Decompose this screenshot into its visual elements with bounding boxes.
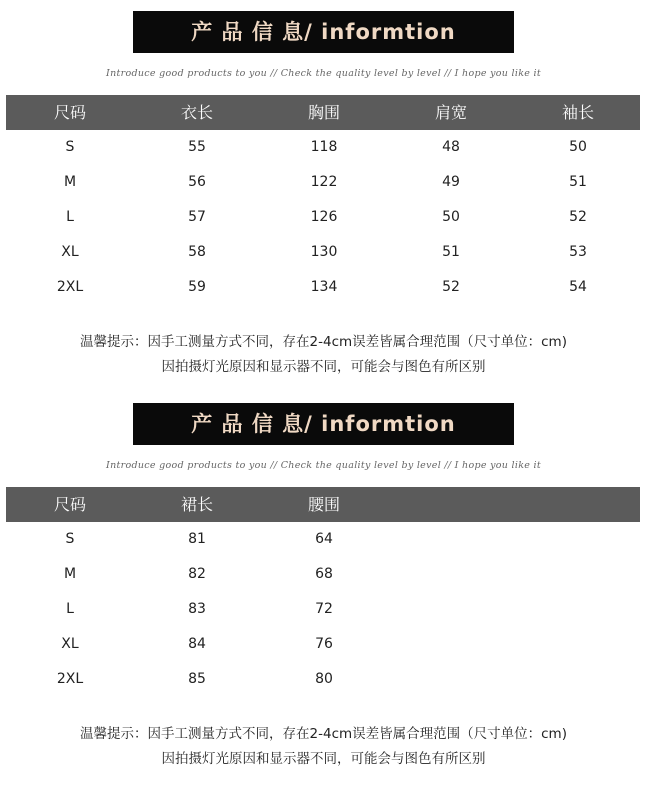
header-shoulder: 肩宽 <box>434 103 467 122</box>
header-bust: 胸围 <box>307 103 340 122</box>
measurement-note: 温馨提示：因手工测量方式不同，存在2-4cm误差皆属合理范围（尺寸单位：cm) <box>80 726 567 742</box>
cell-skirt-length: 83 <box>188 601 206 617</box>
cell-waist: 64 <box>315 531 333 547</box>
cell-size: M <box>63 174 77 190</box>
cell-size: S <box>65 139 75 155</box>
table-row <box>6 235 640 270</box>
table-header <box>6 487 640 522</box>
cell-size: L <box>66 601 74 617</box>
cell-bust: 118 <box>310 139 338 155</box>
cell-length: 55 <box>188 139 206 155</box>
table-row <box>6 522 640 557</box>
cell-waist: 76 <box>315 636 333 652</box>
cell-sleeve: 52 <box>569 209 587 225</box>
cell-sleeve: 53 <box>569 244 587 260</box>
table-row <box>6 662 640 697</box>
cell-shoulder: 51 <box>442 244 460 260</box>
cell-shoulder: 50 <box>442 209 460 225</box>
table-row <box>6 557 640 592</box>
section-title: 产 品 信 息/ informtion <box>133 11 514 53</box>
cell-waist: 72 <box>315 601 333 617</box>
cell-length: 58 <box>188 244 206 260</box>
cell-length: 56 <box>188 174 206 190</box>
header-waist: 腰围 <box>307 495 340 514</box>
table-row <box>6 592 640 627</box>
cell-size: S <box>65 531 75 547</box>
table-row <box>6 165 640 200</box>
cell-skirt-length: 81 <box>188 531 206 547</box>
cell-skirt-length: 84 <box>188 636 206 652</box>
measurement-note: 温馨提示：因手工测量方式不同，存在2-4cm误差皆属合理范围（尺寸单位：cm) <box>80 334 567 350</box>
color-note: 因拍摄灯光原因和显示器不同，可能会与图色有所区别 <box>161 359 486 375</box>
section-subtitle: Introduce good products to you // Check the quality level by level // I hope you like it <box>106 68 541 79</box>
cell-waist: 68 <box>315 566 333 582</box>
cell-bust: 126 <box>310 209 338 225</box>
cell-sleeve: 50 <box>569 139 587 155</box>
cell-length: 59 <box>188 279 206 295</box>
cell-sleeve: 54 <box>569 279 587 295</box>
cell-size: L <box>66 209 74 225</box>
header-skirt-length: 裙长 <box>180 495 213 514</box>
cell-size: 2XL <box>56 279 84 295</box>
cell-size: 2XL <box>56 671 84 687</box>
table-header <box>6 95 640 130</box>
table-row <box>6 627 640 662</box>
cell-length: 57 <box>188 209 206 225</box>
table-row <box>6 200 640 235</box>
cell-sleeve: 51 <box>569 174 587 190</box>
table-row <box>6 130 640 165</box>
cell-bust: 134 <box>310 279 338 295</box>
cell-waist: 80 <box>315 671 333 687</box>
section-title: 产 品 信 息/ informtion <box>133 403 514 445</box>
cell-shoulder: 49 <box>442 174 460 190</box>
header-size: 尺码 <box>53 495 86 514</box>
header-length: 衣长 <box>180 103 213 122</box>
cell-size: XL <box>61 244 79 260</box>
header-sleeve: 袖长 <box>561 103 594 122</box>
cell-size: M <box>63 566 77 582</box>
cell-shoulder: 48 <box>442 139 460 155</box>
table-row <box>6 270 640 305</box>
section-subtitle: Introduce good products to you // Check the quality level by level // I hope you like it <box>106 460 541 471</box>
cell-shoulder: 52 <box>442 279 460 295</box>
cell-bust: 122 <box>310 174 338 190</box>
cell-skirt-length: 82 <box>188 566 206 582</box>
color-note: 因拍摄灯光原因和显示器不同，可能会与图色有所区别 <box>161 751 486 767</box>
cell-skirt-length: 85 <box>188 671 206 687</box>
cell-bust: 130 <box>310 244 338 260</box>
header-size: 尺码 <box>53 103 86 122</box>
cell-size: XL <box>61 636 79 652</box>
